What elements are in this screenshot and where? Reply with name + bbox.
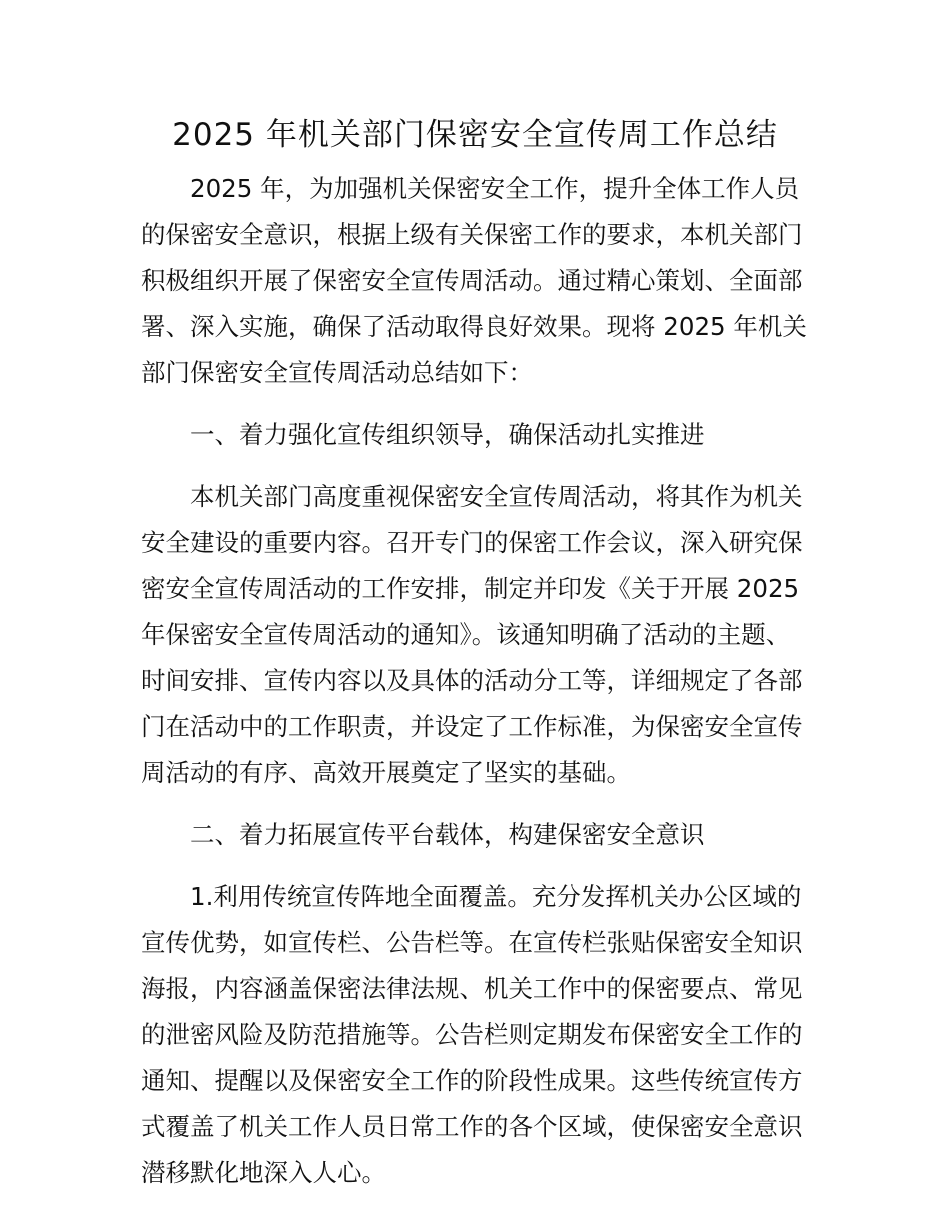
text-line: 潜移默化地深入人心。	[141, 1158, 386, 1187]
text-line: 密安全宣传周活动的工作安排，制定并印发《关于开展 2025	[141, 574, 800, 603]
heading-line: 一、着力强化宣传组织领导，确保活动扎实推进	[190, 420, 705, 449]
section-heading-1	[141, 412, 809, 458]
section-heading-2	[141, 812, 809, 858]
paragraph-intro	[141, 166, 809, 396]
spacer	[141, 858, 809, 874]
paragraph-organization	[141, 474, 809, 796]
spacer	[141, 796, 809, 812]
text-line: 式覆盖了机关工作人员日常工作的各个区域，使保密安全意识	[141, 1112, 803, 1141]
heading-line: 二、着力拓展宣传平台载体，构建保密安全意识	[190, 820, 705, 849]
document-body	[141, 166, 809, 1196]
text-line: 2025 年，为加强机关保密安全工作，提升全体工作人员	[190, 174, 800, 203]
text-line: 安全建设的重要内容。召开专门的保密工作会议，深入研究保	[141, 528, 803, 557]
text-line: 宣传优势，如宣传栏、公告栏等。在宣传栏张贴保密安全知识	[141, 928, 803, 957]
text-line: 的泄密风险及防范措施等。公告栏则定期发布保密安全工作的	[141, 1020, 803, 1049]
paragraph-traditional-channels	[141, 874, 809, 1196]
text-line: 海报，内容涵盖保密法律法规、机关工作中的保密要点、常见	[141, 974, 803, 1003]
text-line: 门在活动中的工作职责，并设定了工作标准，为保密安全宣传	[141, 712, 803, 741]
text-line: 部门保密安全宣传周活动总结如下：	[141, 358, 533, 387]
text-line: 周活动的有序、高效开展奠定了坚实的基础。	[141, 758, 631, 787]
spacer	[141, 458, 809, 474]
text-line: 积极组织开展了保密安全宣传周活动。通过精心策划、全面部	[141, 266, 803, 295]
spacer	[141, 396, 809, 412]
text-line: 的保密安全意识，根据上级有关保密工作的要求，本机关部门	[141, 220, 803, 249]
text-line: 年保密安全宣传周活动的通知》。该通知明确了活动的主题、	[141, 620, 791, 649]
text-line: 署、深入实施，确保了活动取得良好效果。现将 2025 年机关	[141, 312, 807, 341]
text-line: 本机关部门高度重视保密安全宣传周活动，将其作为机关	[190, 482, 803, 511]
document-title: 2025 年机关部门保密安全宣传周工作总结	[172, 117, 778, 153]
text-line: 1.利用传统宣传阵地全面覆盖。充分发挥机关办公区域的	[190, 882, 802, 911]
text-line: 通知、提醒以及保密安全工作的阶段性成果。这些传统宣传方	[141, 1066, 803, 1095]
text-line: 时间安排、宣传内容以及具体的活动分工等，详细规定了各部	[141, 666, 803, 695]
